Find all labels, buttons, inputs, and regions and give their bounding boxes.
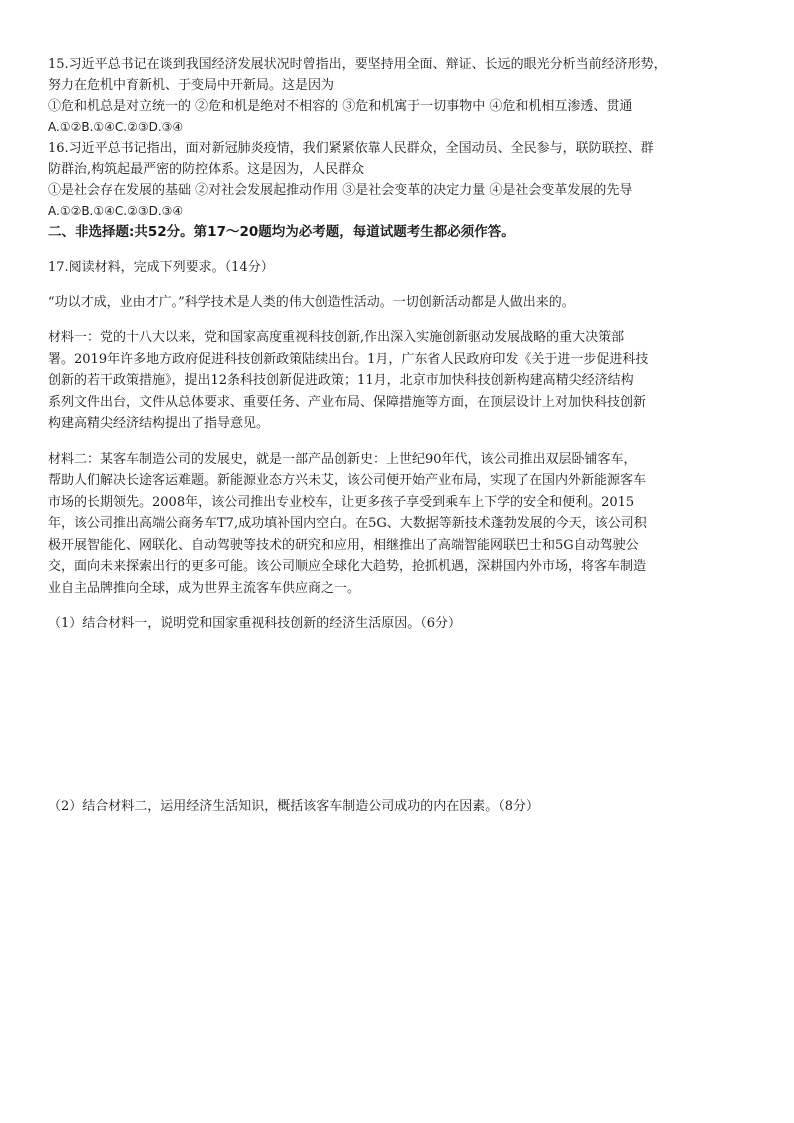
answer-space-1 bbox=[48, 634, 752, 796]
question-15 bbox=[48, 54, 752, 138]
material-2 bbox=[48, 449, 752, 600]
section-2-heading: 二、非选择题:共52分。第17～20题均为必考题，每道试题考生都必须作答。 bbox=[48, 224, 515, 240]
material-1-line-3: 创新的若干政策措施》，提出12条科技创新促进政策；11月，北京市加快科技创新构建高精尖经济结构 bbox=[48, 373, 634, 388]
material-1-line-4: 系列文件出台，文件从总体要求、重要任务、产业布局、保障措施等方面，在顶层设计上对加快科技创新 bbox=[48, 394, 647, 410]
material-2-line-3: 市场的长期领先。2008年，该公司推出专业校车，让更多孩子享受到乘车上下学的安全和便利。2015 bbox=[48, 494, 635, 510]
material-2-line-1: 材料二：某客车制造公司的发展史，就是一部产品创新史：上世纪90年代，该公司推出双层卧铺客车， bbox=[48, 451, 637, 467]
question-16-statements: ①是社会存在发展的基础 ②对社会发展起推动作用 ③是社会变革的决定力量 ④是社会变革发展的先导 bbox=[48, 183, 633, 198]
material-1-line-1: 材料一：党的十八大以来，党和国家高度重视科技创新,作出深入实施创新驱动发展战略的重大决策部 bbox=[48, 330, 625, 345]
question-17-quote: “功以才成，业由才广。”科学技术是人类的伟大创造性活动。一切创新活动都是人做出来的。 bbox=[48, 295, 575, 310]
question-16-stem-line-1: 16.习近平总书记指出，面对新冠肺炎疫情，我们紧紧依靠人民群众，全国动员、全民参与，联防联控、群 bbox=[48, 141, 654, 156]
material-1 bbox=[48, 327, 752, 435]
question-17-intro: 17.阅读材料，完成下列要求。（14分） bbox=[48, 260, 274, 275]
exam-page bbox=[48, 54, 752, 817]
material-1-line-2: 署。2019年许多地方政府促进科技创新政策陆续出台。1月，广东省人民政府印发《关于进一步促进科技 bbox=[48, 351, 649, 367]
material-2-line-4: 年，该公司推出高端公商务车T7,成功填补国内空白。在5G、大数据等新技术蓬勃发展的今天，该公司积 bbox=[48, 516, 647, 531]
material-2-line-7: 业自主品牌推向全球，成为世界主流客车供应商之一。 bbox=[48, 580, 361, 596]
material-2-line-6: 交，面向未来探索出行的更多可能。该公司顺应全球化大趋势，抢抓机遇，深耕国内外市场，将客车制造 bbox=[48, 559, 647, 574]
question-17 bbox=[48, 257, 752, 817]
material-2-line-2: 帮助人们解决长途客运难题。新能源业态方兴未艾，该公司便开始产业布局，实现了在国内外新能源客车 bbox=[48, 473, 647, 488]
question-16 bbox=[48, 138, 752, 222]
question-15-stem-line-2: 努力在危机中育新机、于变局中开新局。这是因为 bbox=[48, 78, 335, 93]
material-2-line-5: 极开展智能化、网联化、自动驾驶等技术的研究和应用，相继推出了高端智能网联巴士和5G自动驾驶公 bbox=[48, 537, 639, 553]
material-1-line-5: 构建高精尖经济结构提出了指导意见。 bbox=[48, 416, 270, 431]
question-15-options: A.①②B.①④C.②③D.③④ bbox=[48, 120, 184, 134]
sub-question-1: （1）结合材料一，说明党和国家重视科技创新的经济生活原因。（6分） bbox=[48, 616, 462, 631]
question-15-stem-line-1: 15.习近平总书记在谈到我国经济发展状况时曾指出，要坚持用全面、辩证、长远的眼光分析当前经济形势， bbox=[48, 57, 667, 72]
question-16-stem-line-2: 防群治,构筑起最严密的防控体系。这是因为，人民群众 bbox=[48, 162, 365, 177]
question-15-statements: ①危和机总是对立统一的 ②危和机是绝对不相容的 ③危和机寓于一切事物中 ④危和机相互渗透、贯通 bbox=[48, 99, 633, 114]
question-16-options: A.①②B.①④C.②③D.③④ bbox=[48, 204, 184, 218]
sub-question-2: （2）结合材料二，运用经济生活知识，概括该客车制造公司成功的内在因素。（8分） bbox=[48, 799, 540, 814]
